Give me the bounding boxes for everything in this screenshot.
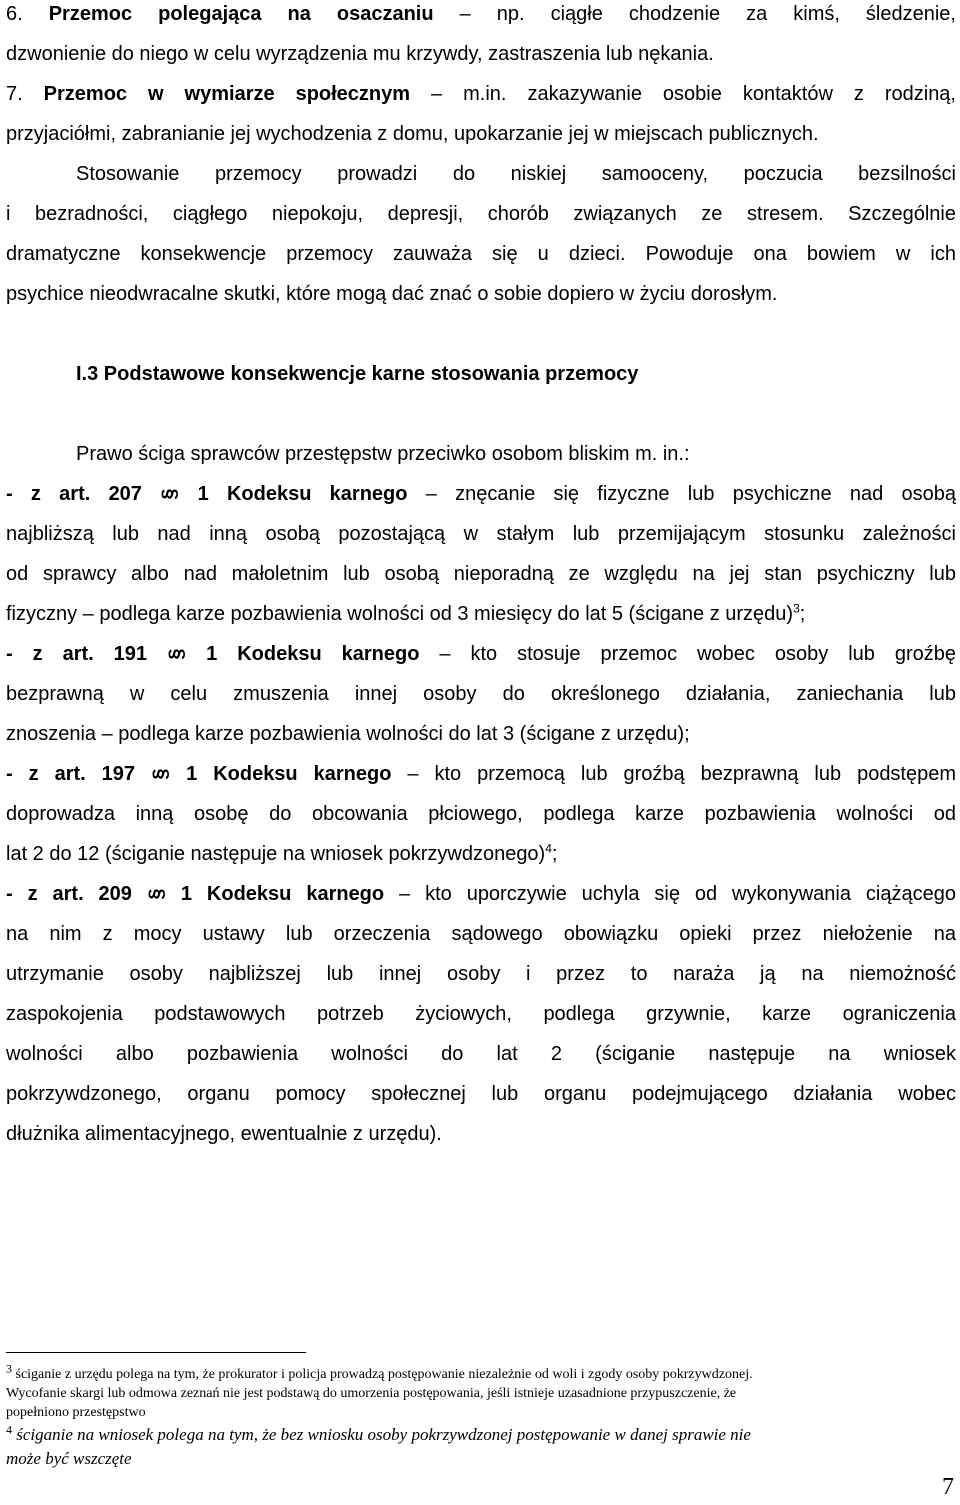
article-209-line: na nim z mocy ustawy lub orzeczenia sądowego obowiązku opieki przez niełożenie na: [6, 923, 956, 945]
footnote-separator: [6, 1352, 306, 1353]
paragraph-line: Stosowanie przemocy prowadzi do niskiej samooceny, poczucia bezsilności: [76, 163, 956, 185]
list-item-7: 7. Przemoc w wymiarze społecznym – m.in. zakazywanie osobie kontaktów z rodziną,: [6, 83, 956, 105]
article-209-line: zaspokojenia podstawowych potrzeb życiowych, podlega grzywnie, karze ograniczenia: [6, 1003, 956, 1025]
punctuation: ;: [551, 843, 558, 865]
footnote-4: [6, 1424, 951, 1446]
article-text: lat 2 do 12 (ściganie następuje na wniosek pokrzywdzonego): [6, 843, 546, 865]
section-symbol: §: [158, 488, 181, 500]
section-intro: Prawo ściga sprawców przestępstw przeciwko osobom bliskim m. in.:: [76, 443, 690, 465]
article-prefix: - z art.: [6, 763, 86, 785]
page-number: 7: [942, 1474, 954, 1500]
footnote-text: ściganie z urzędu polega na tym, że prokurator i policja prowadzą postępowanie niezależnie od woli i zgody osoby pokrzywdzonej.: [15, 1367, 753, 1382]
footnote-3-line: Wycofanie skargi lub odmowa zeznań nie jest podstawą do umorzenia postępowania, jeśli istnieje uzasadnione przypuszczenie, że: [6, 1386, 737, 1401]
article-prefix: - z art.: [6, 483, 91, 505]
footnote-ref[interactable]: 3: [793, 601, 800, 616]
list-item-6: 6. Przemoc polegająca na osaczaniu – np. ciągłe chodzenie za kimś, śledzenie,: [6, 3, 956, 25]
article-text: – znęcanie się fizyczne lub psychiczne nad osobą: [425, 483, 957, 505]
footnote-mark: 4: [6, 1422, 12, 1437]
list-item-7-line2: przyjaciółmi, zabranianie jej wychodzenia z domu, upokarzanie jej w miejscach publicznych.: [6, 123, 819, 145]
punctuation: ;: [799, 603, 806, 625]
law-name: 1 Kodeksu karnego: [186, 763, 392, 785]
article-number: 209: [98, 883, 132, 905]
section-symbol: §: [149, 768, 172, 780]
article-number: 197: [101, 763, 136, 785]
paragraph-line: dramatyczne konsekwencje przemocy zauważa się u dzieci. Powoduje ona bowiem w ich: [6, 243, 956, 265]
paragraph-line: i bezradności, ciągłego niepokoju, depresji, chorób związanych ze stresem. Szczególnie: [6, 203, 956, 225]
article-207: [6, 482, 956, 506]
section-symbol: §: [165, 648, 188, 660]
list-number: 7.: [6, 83, 23, 105]
article-191: [6, 642, 956, 666]
article-207-line: najbliższą lub nad inną osobą pozostającą w stałym lub przemijającym stosunku zależności: [6, 523, 956, 545]
law-name: 1 Kodeksu karnego: [206, 643, 420, 665]
article-text: – kto uporczywie uchyla się od wykonywania ciążącego: [399, 883, 956, 905]
section-symbol: §: [145, 888, 168, 900]
article-191-line: bezprawną w celu zmuszenia innej osoby do określonego działania, zaniechania lub: [6, 683, 956, 705]
article-209-line: pokrzywdzonego, organu pomocy społecznej lub organu podejmującego działania wobec: [6, 1083, 956, 1105]
article-209-line: dłużnika alimentacyjnego, ewentualnie z urzędu).: [6, 1123, 442, 1145]
law-name: 1 Kodeksu karnego: [197, 483, 408, 505]
article-prefix: - z art.: [6, 883, 84, 905]
section-heading: I.3 Podstawowe konsekwencje karne stosowania przemocy: [76, 363, 639, 385]
article-197-line: doprowadza inną osobę do obcowania płciowego, podlega karze pozbawienia wolności od: [6, 803, 956, 825]
article-text: fizyczny – podlega karze pozbawienia wolności od 3 miesięcy do lat 5 (ścigane z urzędu): [6, 603, 794, 625]
article-text: – kto przemocą lub groźbą bezprawną lub podstępem: [407, 763, 957, 785]
list-item-text: np. ciągłe chodzenie za kimś, śledzenie,: [496, 3, 956, 25]
article-prefix: - z art.: [6, 643, 94, 665]
article-text: – kto stosuje przemoc wobec osoby lub groźbę: [439, 643, 956, 665]
law-name: 1 Kodeksu karnego: [180, 883, 385, 905]
article-191-line: znoszenia – podlega karze pozbawienia wolności do lat 3 (ścigane z urzędu);: [6, 723, 690, 745]
footnote-3: [6, 1361, 951, 1383]
article-209-line: utrzymanie osoby najbliższej lub innej osoby i przez to naraża ją na niemożność: [6, 963, 956, 985]
article-209: [6, 882, 956, 906]
list-item-text: m.in. zakazywanie osobie kontaktów z rodziną,: [463, 83, 956, 105]
list-item-6-line2: dzwonienie do niego w celu wyrządzenia mu krzywdy, zastraszenia lub nękania.: [6, 43, 714, 65]
footnote-mark: 3: [6, 1361, 12, 1376]
article-197-line: [6, 842, 956, 866]
footnote-3-line: popełniono przestępstwo: [6, 1405, 146, 1420]
list-item-title: Przemoc polegająca na osaczaniu: [48, 3, 434, 25]
list-item-title: Przemoc w wymiarze społecznym: [43, 83, 411, 105]
paragraph-line: psychice nieodwracalne skutki, które mogą dać znać o sobie dopiero w życiu dorosłym.: [6, 283, 778, 305]
list-number: 6.: [6, 3, 23, 25]
article-number: 191: [113, 643, 148, 665]
article-207-line: [6, 602, 956, 626]
article-207-line: od sprawcy albo nad małoletnim lub osobą nieporadną ze względu na jej stan psychiczny lub: [6, 563, 956, 585]
article-197: [6, 762, 956, 786]
footnote-text: ściganie na wniosek polega na tym, że bez wniosku osoby pokrzywdzonej postępowanie w danej sprawie nie: [16, 1425, 751, 1444]
footnote-4-line: może być wszczęte: [6, 1449, 132, 1468]
article-209-line: wolności albo pozbawienia wolności do lat 2 (ściganie następuje na wniosek: [6, 1043, 956, 1065]
article-number: 207: [108, 483, 142, 505]
footnote-ref[interactable]: 4: [545, 841, 552, 856]
